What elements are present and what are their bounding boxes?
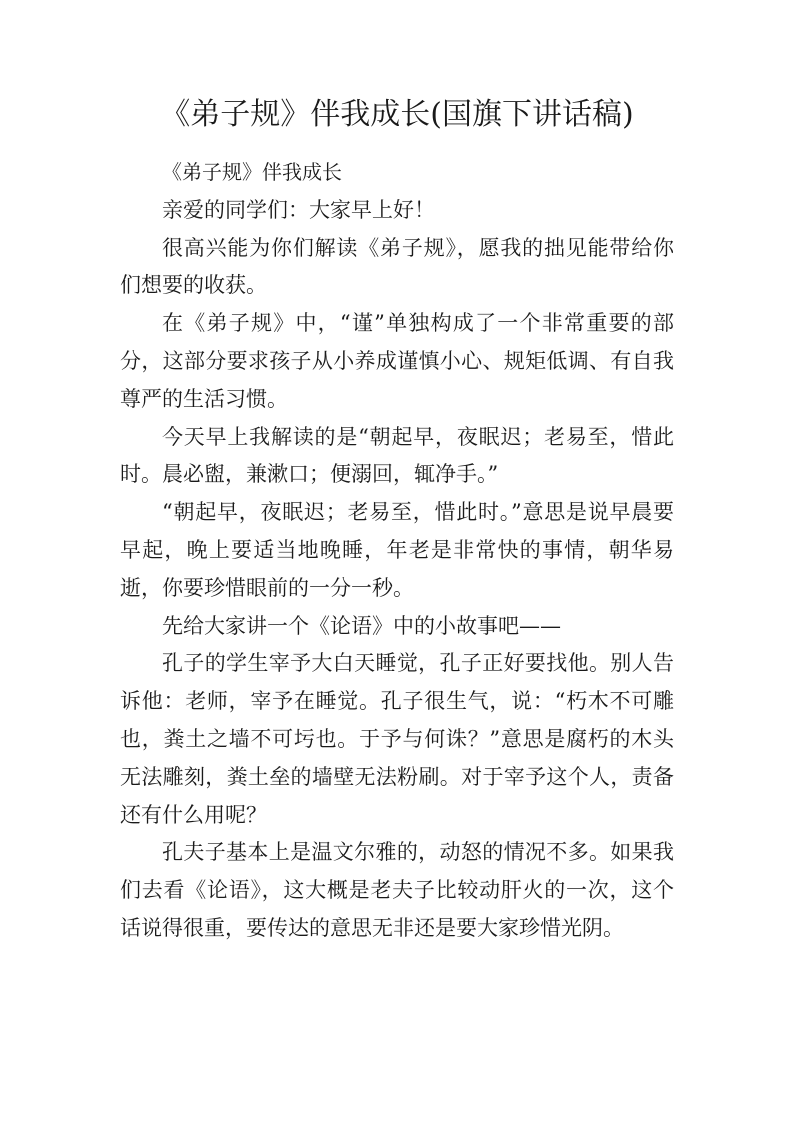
subtitle-paragraph: 《弟子规》伴我成长: [162, 160, 342, 184]
body-paragraph: 很高兴能为你们解读《弟子规》，愿我的拙见能带给你们想要的收获。: [120, 235, 674, 298]
greeting-paragraph: 亲爱的同学们：大家早上好！: [162, 197, 435, 222]
body-paragraph: 先给大家讲一个《论语》中的小故事吧——: [162, 613, 561, 638]
body-paragraph: 在《弟子规》中，“谨”单独构成了一个非常重要的部分，这部分要求孩子从小养成谨慎小心、规矩低调、有自我尊严的生活习惯。: [120, 311, 674, 411]
body-paragraph: 今天早上我解读的是“朝起早，夜眠迟；老易至，惜此时。晨必盥，兼漱口；便溺回，辄净手。”: [120, 424, 674, 487]
body-paragraph: “朝起早，夜眠迟；老易至，惜此时。”意思是说早晨要早起，晚上要适当地晚睡，年老是非常快的事情，朝华易逝，你要珍惜眼前的一分一秒。: [120, 500, 674, 600]
document-title: 《弟子规》伴我成长(国旗下讲话稿): [160, 97, 634, 132]
body-paragraph: 孔子的学生宰予大白天睡觉，孔子正好要找他。别人告诉他：老师，宰予在睡觉。孔子很生气，说：“朽木不可雕也，粪土之墙不可圬也。于予与何诛？”意思是腐朽的木头无法雕刻，粪土垒的墙壁无法粉刷。对于宰予这个人，责备还有什么用呢？: [120, 651, 674, 827]
document-body: [120, 154, 674, 948]
body-paragraph: 孔夫子基本上是温文尔雅的，动怒的情况不多。如果我们去看《论语》，这大概是老夫子比较动肝火的一次，这个话说得很重，要传达的意思无非还是要大家珍惜光阴。: [120, 840, 674, 940]
